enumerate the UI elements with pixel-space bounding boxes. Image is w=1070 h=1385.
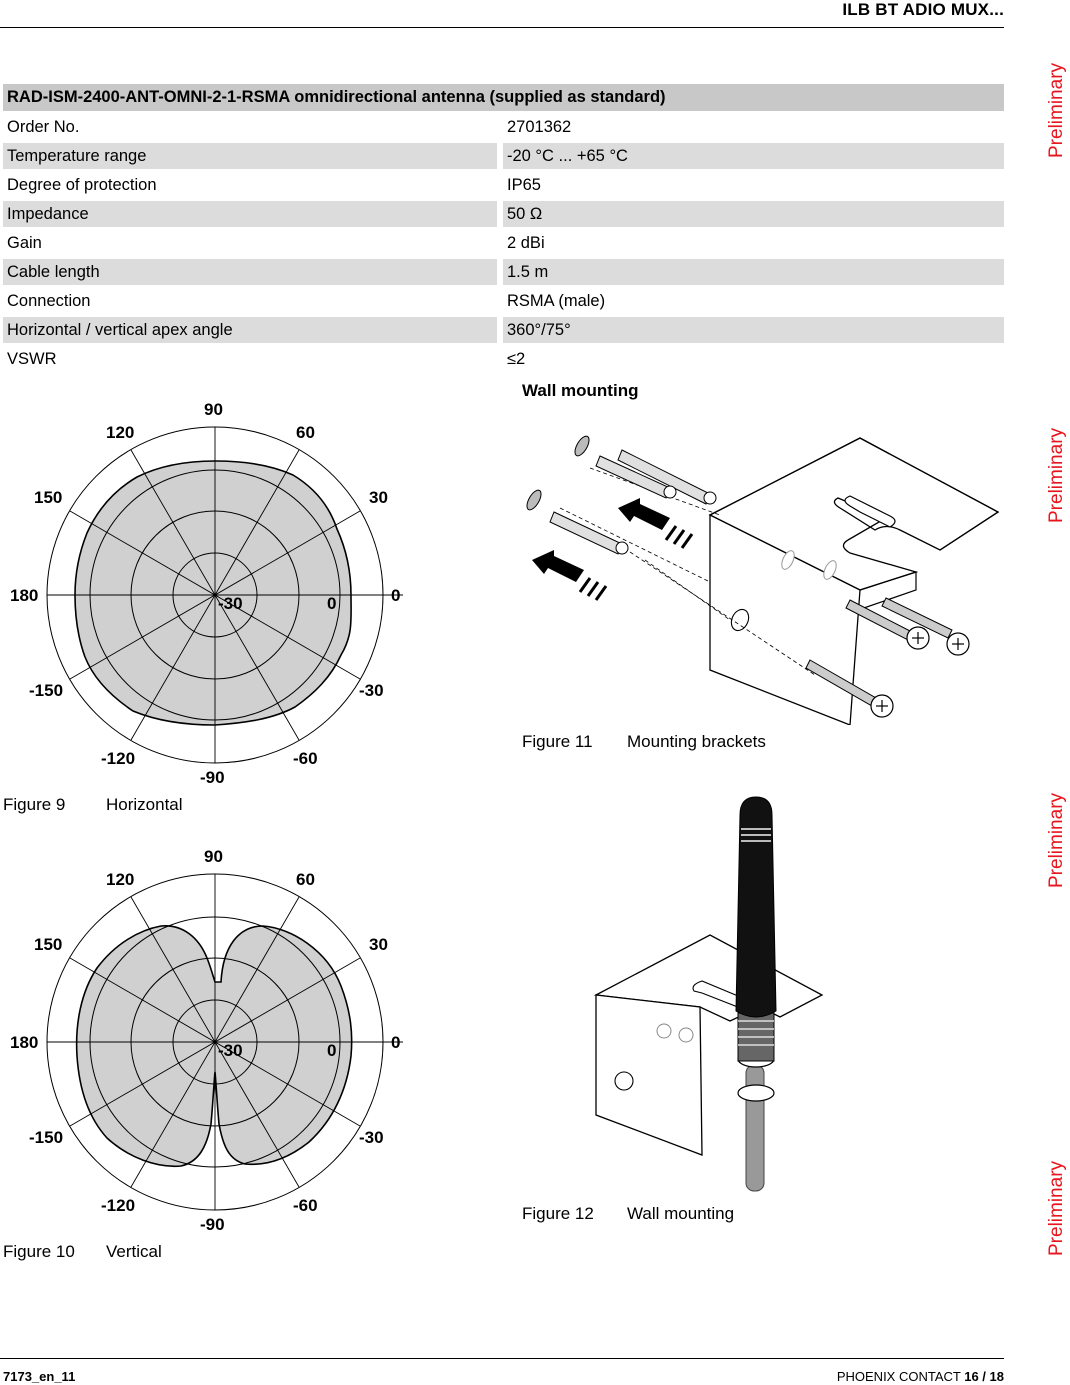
angle-label: 0 bbox=[391, 586, 401, 605]
spec-label: Degree of protection bbox=[7, 176, 157, 194]
spec-value: 2701362 bbox=[507, 118, 572, 136]
angle-label: 30 bbox=[369, 488, 388, 507]
spec-row-order-no bbox=[3, 114, 1004, 140]
angle-label: 90 bbox=[204, 847, 223, 866]
spec-value: RSMA (male) bbox=[507, 292, 606, 310]
spec-row-temperature bbox=[3, 143, 1004, 169]
angle-label: -120 bbox=[101, 1196, 136, 1215]
spec-label: Connection bbox=[7, 292, 91, 310]
ring-label: -30 bbox=[218, 594, 243, 613]
spec-value: -20 °C ... +65 °C bbox=[503, 143, 1004, 169]
spec-row-gain bbox=[3, 230, 1004, 256]
figure-number: Figure 11 bbox=[522, 732, 593, 751]
figure-title: Wall mounting bbox=[627, 1204, 735, 1223]
angle-label: 90 bbox=[204, 400, 223, 419]
angle-label: -60 bbox=[293, 749, 318, 768]
ring-label: 0 bbox=[327, 594, 337, 613]
spec-label: Gain bbox=[7, 234, 42, 252]
spec-label: VSWR bbox=[7, 350, 57, 368]
angle-label: -150 bbox=[29, 1128, 64, 1147]
spec-label: Horizontal / vertical apex angle bbox=[3, 317, 497, 343]
preliminary-watermark: Preliminary bbox=[1046, 62, 1067, 158]
figure-title: Mounting brackets bbox=[627, 732, 766, 751]
document-title: ILB BT ADIO MUX... bbox=[842, 0, 1004, 19]
company-name: PHOENIX CONTACT bbox=[836, 1369, 961, 1384]
figure-number: Figure 12 bbox=[522, 1204, 594, 1223]
spec-value: 50 Ω bbox=[503, 201, 1004, 227]
angle-label: -90 bbox=[200, 1215, 225, 1234]
spec-row-cable-length bbox=[3, 259, 1004, 285]
angle-label: -150 bbox=[29, 681, 64, 700]
angle-label: -30 bbox=[359, 1128, 384, 1147]
angle-label: -120 bbox=[101, 749, 136, 768]
spec-label: Impedance bbox=[3, 201, 497, 227]
spec-value: IP65 bbox=[507, 176, 541, 194]
angle-label: 60 bbox=[296, 870, 315, 889]
angle-label: -60 bbox=[293, 1196, 318, 1215]
angle-label: 150 bbox=[34, 488, 63, 507]
wall-mounting-heading: Wall mounting bbox=[522, 381, 639, 400]
figure-11-caption bbox=[522, 732, 766, 752]
ring-label: 0 bbox=[327, 1041, 337, 1060]
spec-label: Cable length bbox=[3, 259, 497, 285]
wall-mounting-illustration bbox=[590, 795, 830, 1195]
angle-label: 150 bbox=[34, 935, 63, 954]
spec-row-protection bbox=[3, 172, 1004, 198]
figure-number: Figure 10 bbox=[3, 1242, 75, 1261]
figure-10-caption bbox=[3, 1242, 162, 1262]
figure-12-caption bbox=[522, 1204, 734, 1224]
spec-value: 360°/75° bbox=[503, 317, 1004, 343]
page-number: 16 / 18 bbox=[964, 1369, 1004, 1384]
preliminary-watermark: Preliminary bbox=[1046, 792, 1067, 888]
angle-label: 60 bbox=[296, 423, 315, 442]
spec-row-vswr bbox=[3, 346, 1004, 372]
angle-label: 180 bbox=[10, 586, 39, 605]
figure-title: Vertical bbox=[106, 1242, 162, 1261]
vertical-polar-diagram bbox=[0, 842, 440, 1237]
spec-row-impedance bbox=[3, 201, 1004, 227]
ring-label: -30 bbox=[218, 1041, 243, 1060]
antenna-spec-table bbox=[3, 84, 1004, 375]
horizontal-pattern-shape bbox=[75, 461, 351, 725]
header-rule bbox=[0, 27, 1004, 28]
mounting-bracket-illustration bbox=[520, 420, 1010, 725]
spec-value: ≤2 bbox=[507, 350, 526, 368]
spec-row-connection bbox=[3, 288, 1004, 314]
spec-label: Order No. bbox=[7, 118, 80, 136]
angle-label: -90 bbox=[200, 768, 225, 787]
angle-label: -30 bbox=[359, 681, 384, 700]
document-id: 7173_en_11 bbox=[3, 1369, 76, 1384]
footer-page-info bbox=[837, 1369, 1004, 1384]
spec-row-apex-angle bbox=[3, 317, 1004, 343]
angle-label: 180 bbox=[10, 1033, 39, 1052]
spec-value: 2 dBi bbox=[507, 234, 545, 252]
figure-title: Horizontal bbox=[106, 795, 183, 814]
spec-table-heading: RAD-ISM-2400-ANT-OMNI-2-1-RSMA omnidirectional antenna (supplied as standard) bbox=[3, 84, 1004, 111]
horizontal-polar-diagram bbox=[0, 395, 440, 790]
preliminary-watermark: Preliminary bbox=[1046, 1160, 1067, 1256]
angle-label: 120 bbox=[106, 423, 135, 442]
figure-number: Figure 9 bbox=[3, 795, 66, 814]
angle-label: 120 bbox=[106, 870, 135, 889]
figure-9-caption bbox=[3, 795, 183, 815]
footer-rule bbox=[0, 1358, 1004, 1359]
spec-label: Temperature range bbox=[3, 143, 497, 169]
angle-label: 30 bbox=[369, 935, 388, 954]
spec-value: 1.5 m bbox=[503, 259, 1004, 285]
angle-label: 0 bbox=[391, 1033, 401, 1052]
preliminary-watermark: Preliminary bbox=[1046, 427, 1067, 523]
